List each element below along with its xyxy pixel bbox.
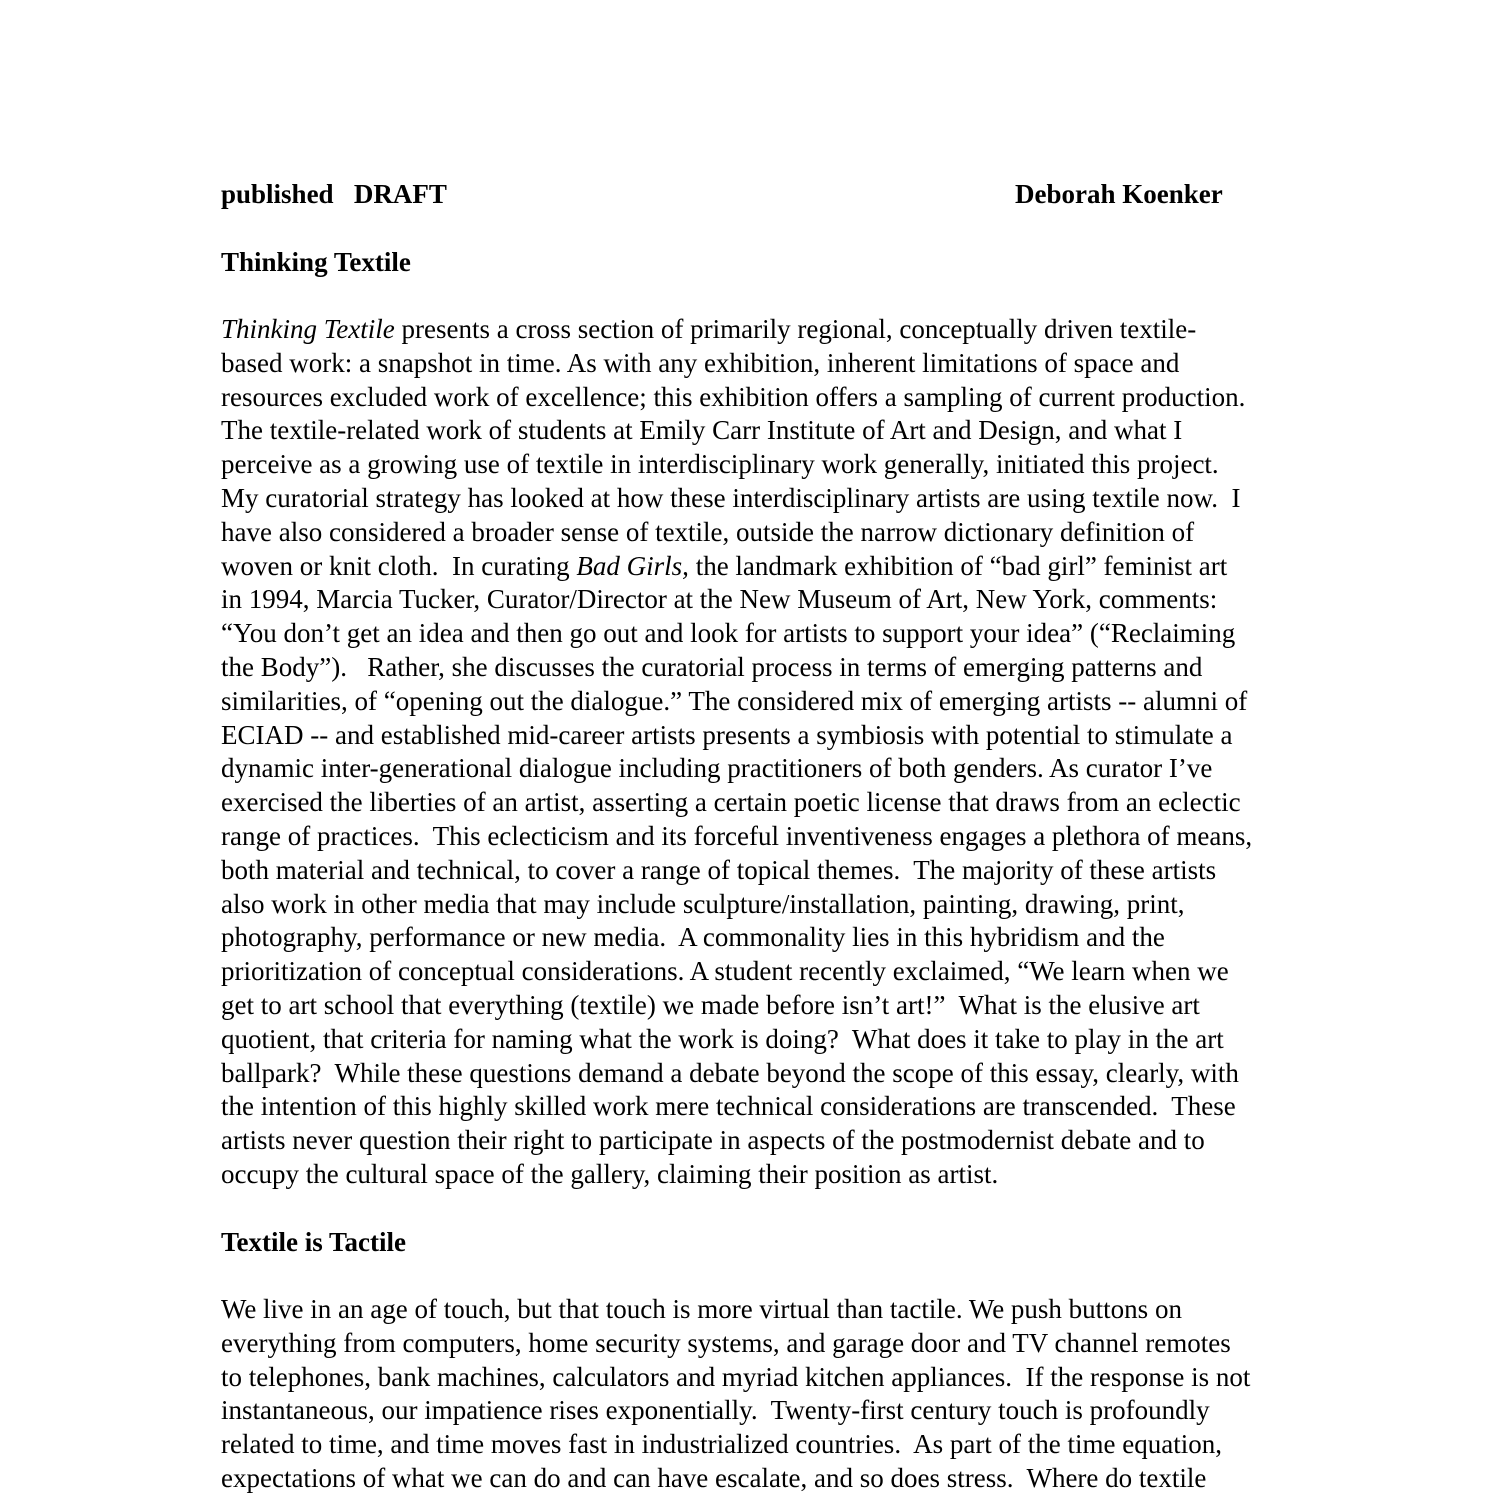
paragraph-line: “You don’t get an idea and then go out and look for artists to support your idea” (“Reclaiming [221, 618, 1236, 649]
paragraph-line: in 1994, Marcia Tucker, Curator/Director at the New Museum of Art, New York, comments: [221, 584, 1218, 615]
paragraph-line: photography, performance or new media. A commonality lies in this hybridism and the [221, 922, 1165, 953]
paragraph-line: both material and technical, to cover a range of topical themes. The majority of these artists [221, 854, 1217, 885]
paragraph-line: the intention of this highly skilled work mere technical considerations are transcended. These [221, 1091, 1236, 1122]
paragraph-line: We live in an age of touch, but that touch is more virtual than tactile. We push buttons on [221, 1294, 1182, 1324]
section-paragraph [221, 1293, 1361, 1496]
paragraph-line: artists never question their right to participate in aspects of the postmodernist debate and to [221, 1125, 1205, 1156]
bad-girls-title-italic: Bad Girls, [576, 550, 689, 581]
paragraph-line: expectations of what we can do and can have escalate, and so does stress. Where do textile [221, 1462, 1207, 1493]
paragraph-line: ECIAD -- and established mid-career artists presents a symbiosis with potential to stimulate a [221, 719, 1233, 750]
line-text: woven or knit cloth. In curating [221, 550, 577, 581]
paragraph-line: The textile-related work of students at Emily Carr Institute of Art and Design, and what I [221, 415, 1183, 446]
draft-status-label: published DRAFT [221, 179, 447, 209]
paragraph-line: quotient, that criteria for naming what the work is doing? What does it take to play in the art [221, 1023, 1224, 1054]
intro-paragraph [221, 313, 1361, 1192]
paragraph-line: resources excluded work of excellence; this exhibition offers a sampling of current production. [221, 381, 1246, 412]
paragraph-line: to telephones, bank machines, calculators and myriad kitchen appliances. If the response is not [221, 1361, 1251, 1392]
paragraph-line: based work: a snapshot in time. As with any exhibition, inherent limitations of space and [221, 347, 1180, 378]
paragraph-line: ballpark? While these questions demand a debate beyond the scope of this essay, clearly, with [221, 1057, 1239, 1088]
document-title: Thinking Textile [221, 247, 411, 277]
paragraph-line: occupy the cultural space of the gallery, claiming their position as artist. [221, 1158, 999, 1189]
paragraph-line [221, 313, 1361, 347]
line-text: the landmark exhibition of “bad girl” feminist art [688, 550, 1228, 581]
document-header [221, 177, 1361, 211]
paragraph-line: related to time, and time moves fast in industrialized countries. As part of the time equation, [221, 1429, 1222, 1460]
paragraph-line: prioritization of conceptual considerations. A student recently exclaimed, “We learn when we [221, 956, 1229, 987]
paragraph-line: get to art school that everything (textile) we made before isn’t art!” What is the elusive art [221, 989, 1200, 1020]
paragraph-line: have also considered a broader sense of textile, outside the narrow dictionary definition of [221, 516, 1195, 547]
author-name: Deborah Koenker [1015, 179, 1223, 209]
paragraph-line: exercised the liberties of an artist, asserting a certain poetic license that draws from an eclectic [221, 787, 1241, 818]
paragraph-line: My curatorial strategy has looked at how these interdisciplinary artists are using textile now. I [221, 482, 1241, 513]
paragraph-line: also work in other media that may include sculpture/installation, painting, drawing, print, [221, 888, 1185, 919]
paragraph-line [221, 550, 1361, 584]
paragraph-line: dynamic inter-generational dialogue including practitioners of both genders. As curator I’ve [221, 753, 1213, 784]
paragraph-line: perceive as a growing use of textile in interdisciplinary work generally, initiated this project. [221, 449, 1219, 480]
section-heading: Textile is Tactile [221, 1227, 407, 1257]
paragraph-line: range of practices. This eclecticism and its forceful inventiveness engages a plethora of means, [221, 820, 1253, 851]
paragraph-line: the Body”). Rather, she discusses the curatorial process in terms of emerging patterns and [221, 651, 1203, 682]
paragraph-line: instantaneous, our impatience rises exponentially. Twenty-first century touch is profoundly [221, 1395, 1210, 1426]
line-text: presents a cross section of primarily regional, conceptually driven textile- [394, 314, 1197, 344]
exhibition-title-italic: Thinking Textile [221, 314, 395, 344]
paragraph-line: everything from computers, home security systems, and garage door and TV channel remotes [221, 1327, 1231, 1358]
paragraph-line: similarities, of “opening out the dialogue.” The considered mix of emerging artists -- alumni of [221, 685, 1248, 716]
